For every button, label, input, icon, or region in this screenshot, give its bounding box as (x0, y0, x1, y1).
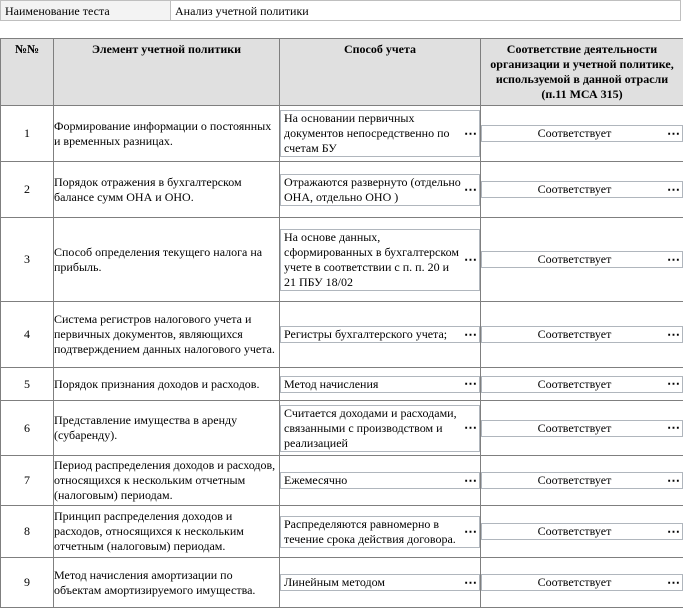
table-row (1, 106, 683, 162)
conformity-field[interactable] (481, 181, 683, 198)
method-field[interactable] (280, 574, 480, 591)
conformity-value: Соответствует (538, 126, 612, 141)
method-field[interactable] (280, 326, 480, 343)
ellipsis-icon[interactable]: ⋯ (464, 379, 476, 389)
ellipsis-icon[interactable]: ⋯ (464, 129, 476, 139)
method-field[interactable] (280, 405, 480, 452)
ellipsis-icon[interactable]: ⋯ (464, 255, 476, 265)
policy-element: Порядок признания доходов и расходов. (54, 368, 280, 401)
conformity-cell (481, 302, 683, 368)
method-value: Метод начисления (284, 377, 378, 392)
test-name-value[interactable]: Анализ учетной политики (171, 1, 680, 20)
conformity-field[interactable] (481, 472, 683, 489)
conformity-value: Соответствует (538, 575, 612, 590)
policy-element: Период распределения доходов и расходов, относящихся к нескольким отчетным (налоговым) периодам. (54, 456, 280, 506)
conformity-field[interactable] (481, 420, 683, 437)
row-number: 8 (1, 506, 54, 558)
ellipsis-icon[interactable]: ⋯ (464, 423, 476, 433)
method-value: Ежемесячно (284, 473, 347, 488)
method-field[interactable] (280, 174, 480, 206)
conformity-cell (481, 506, 683, 558)
table-row (1, 506, 683, 558)
ellipsis-icon[interactable]: ⋯ (464, 527, 476, 537)
conformity-field[interactable] (481, 125, 683, 142)
method-field[interactable] (280, 229, 480, 291)
accounting-policy-table (0, 38, 683, 608)
policy-element: Представление имущества в аренду (субаренду). (54, 401, 280, 456)
ellipsis-icon[interactable]: ⋯ (667, 129, 679, 139)
table-row (1, 302, 683, 368)
header-method: Способ учета (280, 39, 481, 106)
conformity-cell (481, 558, 683, 608)
ellipsis-icon[interactable]: ⋯ (464, 578, 476, 588)
header-conformity: Соответствие деятельности организации и учетной политике, используемой в данной отрасли (п.11 МСА 315) (481, 39, 683, 106)
method-value: Распределяются равномерно в течение срока действия договора. (284, 517, 461, 547)
policy-element: Метод начисления амортизации по объектам амортизируемого имущества. (54, 558, 280, 608)
conformity-value: Соответствует (538, 327, 612, 342)
method-value: Отражаются развернуто (отдельно ОНА, отдельно ОНО ) (284, 175, 461, 205)
method-cell (280, 106, 481, 162)
policy-element: Способ определения текущего налога на прибыль. (54, 218, 280, 302)
table-row (1, 456, 683, 506)
table-header-row (1, 39, 683, 106)
row-number: 1 (1, 106, 54, 162)
ellipsis-icon[interactable]: ⋯ (464, 476, 476, 486)
policy-element: Порядок отражения в бухгалтерском балансе сумм ОНА и ОНО. (54, 162, 280, 218)
ellipsis-icon[interactable]: ⋯ (464, 330, 476, 340)
table-row (1, 401, 683, 456)
conformity-field[interactable] (481, 574, 683, 591)
ellipsis-icon[interactable]: ⋯ (667, 578, 679, 588)
row-number: 3 (1, 218, 54, 302)
row-number: 6 (1, 401, 54, 456)
method-cell (280, 302, 481, 368)
ellipsis-icon[interactable]: ⋯ (667, 423, 679, 433)
header-num: №№ (1, 39, 54, 106)
method-field[interactable] (280, 472, 480, 489)
row-number: 2 (1, 162, 54, 218)
conformity-cell (481, 368, 683, 401)
policy-element: Формирование информации о постоянных и временных разницах. (54, 106, 280, 162)
conformity-value: Соответствует (538, 473, 612, 488)
conformity-cell (481, 401, 683, 456)
ellipsis-icon[interactable]: ⋯ (667, 379, 679, 389)
conformity-value: Соответствует (538, 377, 612, 392)
method-value: На основе данных, сформированных в бухгалтерском учете в соответствии с п. п. 20 и 21 ПБУ 18/02 (284, 230, 461, 290)
method-cell (280, 218, 481, 302)
method-cell (280, 401, 481, 456)
conformity-cell (481, 106, 683, 162)
conformity-value: Соответствует (538, 524, 612, 539)
conformity-cell (481, 218, 683, 302)
method-cell (280, 162, 481, 218)
ellipsis-icon[interactable]: ⋯ (464, 185, 476, 195)
row-number: 7 (1, 456, 54, 506)
header-element: Элемент учетной политики (54, 39, 280, 106)
table-row (1, 218, 683, 302)
ellipsis-icon[interactable]: ⋯ (667, 185, 679, 195)
conformity-value: Соответствует (538, 421, 612, 436)
method-value: На основании первичных документов непосредственно по счетам БУ (284, 111, 461, 156)
method-field[interactable] (280, 516, 480, 548)
conformity-field[interactable] (481, 523, 683, 540)
table-row (1, 368, 683, 401)
conformity-field[interactable] (481, 326, 683, 343)
method-value: Линейным методом (284, 575, 385, 590)
test-name-bar (0, 0, 681, 21)
conformity-field[interactable] (481, 251, 683, 268)
method-cell (280, 558, 481, 608)
table-row (1, 162, 683, 218)
ellipsis-icon[interactable]: ⋯ (667, 527, 679, 537)
method-cell (280, 368, 481, 401)
conformity-cell (481, 162, 683, 218)
conformity-value: Соответствует (538, 182, 612, 197)
ellipsis-icon[interactable]: ⋯ (667, 330, 679, 340)
method-field[interactable] (280, 376, 480, 393)
policy-element: Система регистров налогового учета и первичных документов, являющихся подтверждением данных налогового учета. (54, 302, 280, 368)
conformity-cell (481, 456, 683, 506)
method-cell (280, 456, 481, 506)
table-row (1, 558, 683, 608)
method-value: Считается доходами и расходами, связанными с производством и реализацией (284, 406, 461, 451)
method-field[interactable] (280, 110, 480, 157)
row-number: 4 (1, 302, 54, 368)
conformity-value: Соответствует (538, 252, 612, 267)
conformity-field[interactable] (481, 376, 683, 393)
method-cell (280, 506, 481, 558)
row-number: 5 (1, 368, 54, 401)
row-number: 9 (1, 558, 54, 608)
policy-element: Принцип распределения доходов и расходов, относящихся к нескольким отчетным (налоговым) периодам. (54, 506, 280, 558)
ellipsis-icon[interactable]: ⋯ (667, 255, 679, 265)
method-value: Регистры бухгалтерского учета; (284, 327, 447, 342)
ellipsis-icon[interactable]: ⋯ (667, 476, 679, 486)
test-name-label: Наименование теста (1, 1, 171, 20)
